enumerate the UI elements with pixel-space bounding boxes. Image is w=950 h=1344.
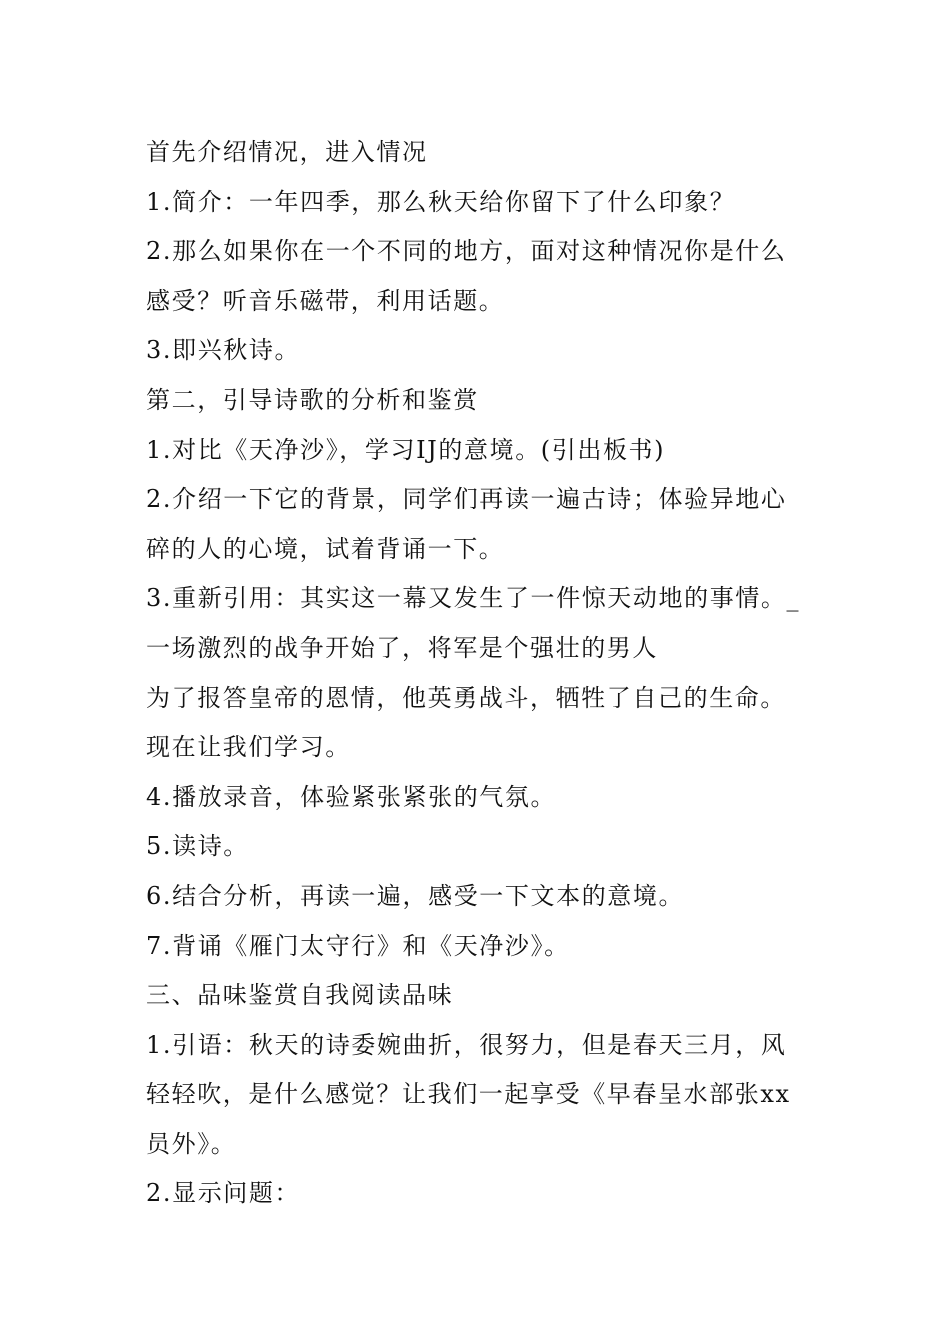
text-line: 碎的人的心境，试着背诵一下。 — [146, 534, 505, 563]
text-line: 为了报答皇帝的恩情，他英勇战斗，牺牲了自己的生命。 — [146, 683, 786, 712]
text-line-section-heading-2: 第二，引导诗歌的分析和鉴赏 — [146, 385, 479, 414]
text-line: 3.即兴秋诗。 — [146, 336, 301, 365]
text-line: 一场激烈的战争开始了，将军是个强壮的男人 — [146, 633, 658, 662]
text-line: 感受？听音乐磁带，利用话题。 — [146, 286, 505, 315]
text-line: 7.背诵《雁门太守行》和《天净沙》。 — [146, 931, 570, 960]
text-line: 2.那么如果你在一个不同的地方，面对这种情况你是什么 — [146, 237, 787, 266]
text-line-intro-heading: 首先介绍情况，进入情况 — [146, 138, 428, 166]
text-line: 4.播放录音，体验紧张紧张的气氛。 — [146, 782, 557, 811]
text-line: 轻轻吹，是什么感觉？让我们一起享受《早春呈水部张xx — [146, 1080, 791, 1109]
document-body — [146, 128, 826, 1219]
text-line: 2.介绍一下它的背景，同学们再读一遍古诗；体验异地心 — [146, 485, 787, 514]
text-line: 员外》。 — [146, 1129, 237, 1158]
text-line-section-heading-3: 三、品味鉴赏自我阅读品味 — [146, 981, 454, 1010]
text-line: 6.结合分析，再读一遍，感受一下文本的意境。 — [146, 881, 685, 910]
text-line: 5.读诗。 — [146, 832, 249, 861]
text-line: 3.重新引用：其实这一幕又发生了一件惊天动地的事情。_ — [146, 584, 801, 613]
text-line: 现在让我们学习。 — [146, 733, 351, 762]
text-line: 1.简介：一年四季，那么秋天给你留下了什么印象？ — [146, 187, 736, 216]
text-line: 2.显示问题： — [146, 1179, 301, 1208]
text-line: 1.对比《天净沙》，学习IJ的意境。(引出板书) — [146, 435, 666, 464]
text-line: 1.引语：秋天的诗委婉曲折，很努力，但是春天三月，风 — [146, 1030, 787, 1059]
